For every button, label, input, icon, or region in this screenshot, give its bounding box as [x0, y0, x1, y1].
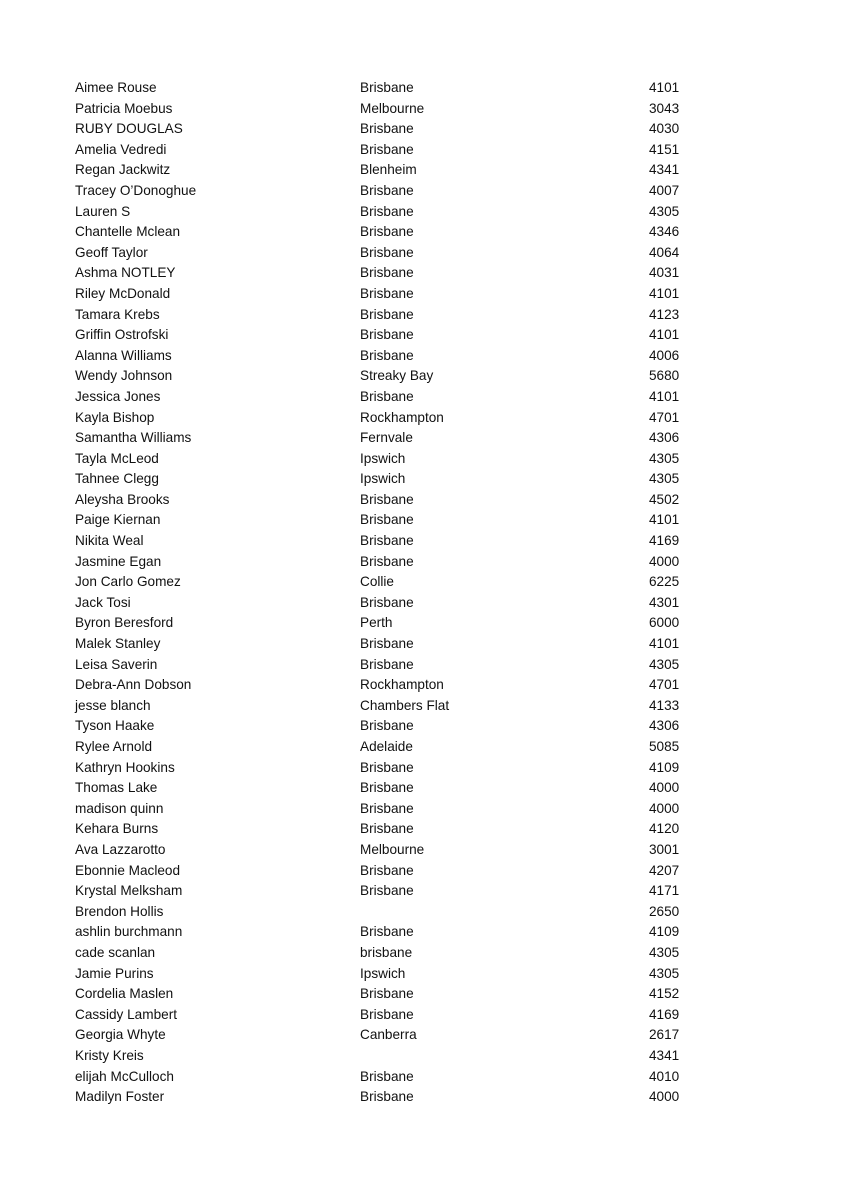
name-cell: Chantelle Mclean	[75, 224, 181, 240]
city-cell: Brisbane	[360, 121, 414, 137]
table-row	[75, 78, 695, 99]
postcode-cell: 4701	[649, 409, 680, 425]
postcode-cell: 2650	[649, 903, 680, 919]
name-cell: Cordelia Maslen	[75, 986, 174, 1002]
postcode-cell: 4031	[649, 265, 680, 281]
city-cell: Brisbane	[360, 347, 414, 363]
postcode-cell: 6225	[649, 574, 680, 590]
city-cell: Ipswich	[360, 965, 406, 981]
name-cell: Patricia Moebus	[75, 100, 173, 116]
table-row	[75, 552, 695, 573]
table-row	[75, 1067, 695, 1088]
postcode-cell: 4120	[649, 821, 680, 837]
postcode-cell: 4207	[649, 862, 680, 878]
postcode-cell: 4306	[649, 430, 680, 446]
postcode-cell: 4007	[649, 182, 680, 198]
table-row	[75, 469, 695, 490]
name-cell: Jasmine Egan	[75, 553, 162, 569]
name-cell: ashlin burchmann	[75, 924, 183, 940]
name-cell: Kayla Bishop	[75, 409, 155, 425]
city-cell: Canberra	[360, 1027, 417, 1043]
table-row	[75, 263, 695, 284]
name-cell: Ava Lazzarotto	[75, 841, 166, 857]
postcode-cell: 4346	[649, 224, 680, 240]
table-row	[75, 449, 695, 470]
table-row	[75, 99, 695, 120]
name-cell: RUBY DOUGLAS	[75, 121, 183, 137]
name-cell: Tracey O’Donoghue	[75, 182, 197, 198]
city-cell: Collie	[360, 574, 394, 590]
name-cell: Debra-Ann Dobson	[75, 677, 192, 693]
name-cell: Brendon Hollis	[75, 903, 164, 919]
table-row	[75, 1005, 695, 1026]
postcode-cell: 4341	[649, 162, 680, 178]
city-cell: Brisbane	[360, 821, 414, 837]
postcode-cell: 4169	[649, 533, 680, 549]
name-cell: Krystal Melksham	[75, 883, 183, 899]
city-cell: Brisbane	[360, 491, 414, 507]
name-cell: Riley McDonald	[75, 285, 171, 301]
table-row	[75, 696, 695, 717]
table-row	[75, 305, 695, 326]
name-cell: Kehara Burns	[75, 821, 159, 837]
table-row	[75, 1025, 695, 1046]
name-cell: Aleysha Brooks	[75, 491, 170, 507]
name-cell: Tahnee Clegg	[75, 471, 159, 487]
name-cell: cade scanlan	[75, 944, 156, 960]
postcode-cell: 5680	[649, 368, 680, 384]
name-cell: Kristy Kreis	[75, 1047, 144, 1063]
postcode-cell: 4305	[649, 656, 680, 672]
postcode-cell: 4030	[649, 121, 680, 137]
city-cell: Brisbane	[360, 553, 414, 569]
table-row	[75, 243, 695, 264]
postcode-cell: 2617	[649, 1027, 680, 1043]
city-cell: Rockhampton	[360, 677, 444, 693]
name-cell: jesse blanch	[75, 697, 151, 713]
postcode-cell: 4305	[649, 965, 680, 981]
name-cell: Georgia Whyte	[75, 1027, 166, 1043]
city-cell: Brisbane	[360, 924, 414, 940]
table-row	[75, 902, 695, 923]
table-row	[75, 778, 695, 799]
city-cell: Brisbane	[360, 986, 414, 1002]
city-cell: Brisbane	[360, 1068, 414, 1084]
city-cell: Blenheim	[360, 162, 417, 178]
table-row	[75, 593, 695, 614]
table-row	[75, 964, 695, 985]
table-row	[75, 922, 695, 943]
table-row	[75, 634, 695, 655]
city-cell: Melbourne	[360, 841, 425, 857]
city-cell: Brisbane	[360, 594, 414, 610]
city-cell: Brisbane	[360, 1089, 414, 1105]
postcode-cell: 4305	[649, 450, 680, 466]
name-cell: Ashma NOTLEY	[75, 265, 176, 281]
name-cell: Malek Stanley	[75, 636, 161, 652]
table-row	[75, 799, 695, 820]
city-cell: brisbane	[360, 944, 413, 960]
city-cell: Brisbane	[360, 718, 414, 734]
postcode-cell: 5085	[649, 739, 680, 754]
name-cell: Kathryn Hookins	[75, 759, 175, 775]
postcode-cell: 4305	[649, 471, 680, 487]
postcode-cell: 4101	[649, 327, 680, 343]
city-cell: Brisbane	[360, 203, 414, 219]
table-row	[75, 119, 695, 140]
name-cell: Griffin Ostrofski	[75, 327, 169, 343]
name-cell: Jack Tosi	[75, 594, 131, 610]
table-row	[75, 510, 695, 531]
table-row	[75, 428, 695, 449]
postcode-cell: 4123	[649, 306, 680, 322]
city-cell: Brisbane	[360, 759, 414, 775]
table-row	[75, 984, 695, 1005]
city-cell: Brisbane	[360, 1006, 414, 1022]
city-cell: Ipswich	[360, 450, 406, 466]
name-cell: Geoff Taylor	[75, 244, 148, 260]
city-cell: Brisbane	[360, 883, 414, 899]
postcode-cell: 4101	[649, 512, 680, 528]
postcode-cell: 4101	[649, 285, 680, 301]
table-row	[75, 716, 695, 737]
postcode-cell: 4109	[649, 759, 680, 775]
table-row	[75, 881, 695, 902]
postcode-cell: 4000	[649, 800, 680, 816]
city-cell: Brisbane	[360, 285, 414, 301]
postcode-cell: 4000	[649, 780, 680, 796]
city-cell: Fernvale	[360, 430, 413, 446]
name-cell: Tyson Haake	[75, 718, 155, 734]
table-row	[75, 531, 695, 552]
postcode-cell: 4010	[649, 1068, 680, 1084]
name-cell: Jon Carlo Gomez	[75, 574, 181, 590]
city-cell: Brisbane	[360, 306, 414, 322]
name-cell: Madilyn Foster	[75, 1089, 165, 1105]
table-row	[75, 366, 695, 387]
city-cell: Brisbane	[360, 224, 414, 240]
table-row	[75, 840, 695, 861]
city-cell: Melbourne	[360, 100, 425, 116]
postcode-cell: 4000	[649, 553, 680, 569]
postcode-cell: 4006	[649, 347, 680, 363]
table-row	[75, 1046, 695, 1067]
name-cell: madison quinn	[75, 800, 164, 816]
table-row	[75, 222, 695, 243]
name-cell: Cassidy Lambert	[75, 1006, 177, 1022]
table-row	[75, 861, 695, 882]
postcode-cell: 4109	[649, 924, 680, 940]
postcode-cell: 4101	[649, 388, 680, 404]
postcode-cell: 4701	[649, 677, 680, 693]
postcode-cell: 3043	[649, 100, 680, 116]
city-cell: Brisbane	[360, 512, 414, 528]
postcode-cell: 4000	[649, 1089, 680, 1105]
postcode-cell: 4101	[649, 636, 680, 652]
postcode-cell: 4305	[649, 944, 680, 960]
postcode-cell: 4502	[649, 491, 680, 507]
city-cell: Brisbane	[360, 388, 414, 404]
name-cell: Ebonnie Macleod	[75, 862, 181, 878]
table-row	[75, 572, 695, 593]
name-cell: Nikita Weal	[75, 533, 144, 549]
city-cell: Streaky Bay	[360, 368, 434, 384]
postcode-cell: 4169	[649, 1006, 680, 1022]
postcode-cell: 4305	[649, 203, 680, 219]
city-cell: Ipswich	[360, 471, 406, 487]
table-row	[75, 758, 695, 779]
city-cell: Rockhampton	[360, 409, 444, 425]
name-cell: Amelia Vedredi	[75, 141, 167, 157]
entries-table	[75, 78, 695, 1108]
name-cell: Tayla McLeod	[75, 450, 159, 466]
table-row	[75, 655, 695, 676]
table-row	[75, 737, 695, 758]
name-cell: Lauren S	[75, 203, 131, 219]
city-cell: Brisbane	[360, 636, 414, 652]
table-row	[75, 346, 695, 367]
city-cell: Brisbane	[360, 80, 414, 95]
table-row	[75, 284, 695, 305]
city-cell: Brisbane	[360, 265, 414, 281]
postcode-cell: 4133	[649, 697, 680, 713]
name-cell: Leisa Saverin	[75, 656, 158, 672]
postcode-cell: 4306	[649, 718, 680, 734]
table-row	[75, 675, 695, 696]
city-cell: Brisbane	[360, 533, 414, 549]
name-cell: Paige Kiernan	[75, 512, 161, 528]
name-cell: Rylee Arnold	[75, 739, 153, 754]
table-row	[75, 1087, 695, 1108]
postcode-cell: 4151	[649, 141, 680, 157]
table-row	[75, 202, 695, 223]
table-row	[75, 181, 695, 202]
postcode-cell: 3001	[649, 841, 680, 857]
city-cell: Brisbane	[360, 141, 414, 157]
city-cell: Adelaide	[360, 739, 413, 754]
name-cell: Alanna Williams	[75, 347, 172, 363]
postcode-cell: 4341	[649, 1047, 680, 1063]
table-row	[75, 943, 695, 964]
name-cell: Jamie Purins	[75, 965, 154, 981]
name-cell: elijah McCulloch	[75, 1068, 174, 1084]
name-cell: Wendy Johnson	[75, 368, 173, 384]
city-cell: Brisbane	[360, 780, 414, 796]
city-cell: Brisbane	[360, 656, 414, 672]
table-row	[75, 325, 695, 346]
name-cell: Byron Beresford	[75, 615, 174, 631]
postcode-cell: 4101	[649, 80, 680, 95]
name-cell: Regan Jackwitz	[75, 162, 171, 178]
city-cell: Brisbane	[360, 244, 414, 260]
table-row	[75, 490, 695, 511]
name-cell: Tamara Krebs	[75, 306, 160, 322]
table-row	[75, 819, 695, 840]
table-row	[75, 408, 695, 429]
city-cell: Brisbane	[360, 800, 414, 816]
city-cell: Brisbane	[360, 182, 414, 198]
city-cell: Chambers Flat	[360, 697, 450, 713]
table-row	[75, 613, 695, 634]
name-cell: Jessica Jones	[75, 388, 161, 404]
city-cell: Brisbane	[360, 327, 414, 343]
name-cell: Aimee Rouse	[75, 80, 157, 95]
postcode-cell: 4152	[649, 986, 680, 1002]
table-row	[75, 140, 695, 161]
table-row	[75, 160, 695, 181]
table-row	[75, 387, 695, 408]
city-cell: Brisbane	[360, 862, 414, 878]
postcode-cell: 6000	[649, 615, 680, 631]
postcode-cell: 4064	[649, 244, 680, 260]
city-cell: Perth	[360, 615, 393, 631]
postcode-cell: 4301	[649, 594, 680, 610]
postcode-cell: 4171	[649, 883, 680, 899]
name-cell: Thomas Lake	[75, 780, 158, 796]
name-cell: Samantha Williams	[75, 430, 192, 446]
